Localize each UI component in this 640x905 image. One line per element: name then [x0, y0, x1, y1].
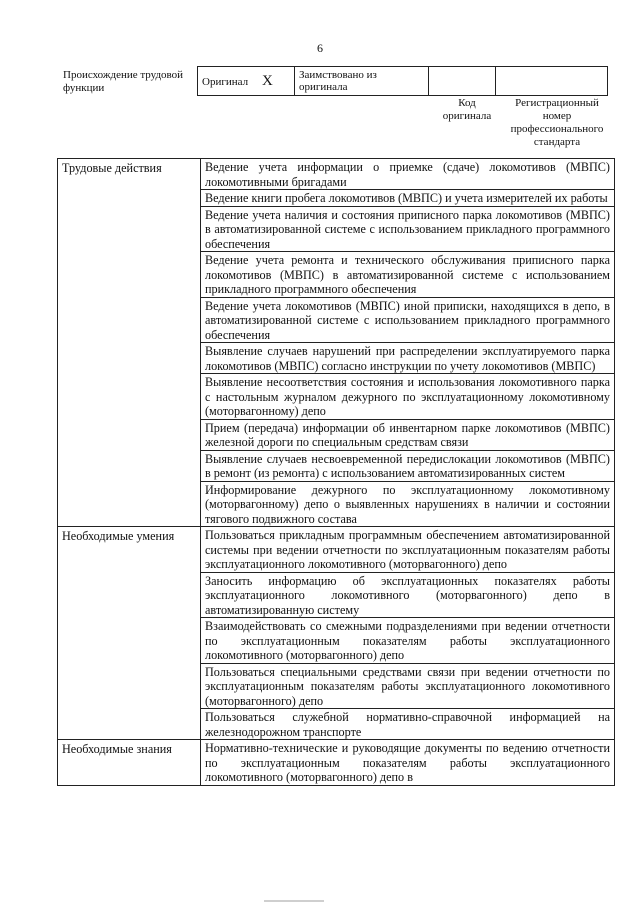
original-cell: [198, 67, 295, 96]
competency-table: [57, 158, 615, 786]
section-label-required-skills: [58, 527, 201, 740]
page-number: 6: [317, 41, 323, 55]
section-title: Необходимые умения: [62, 529, 175, 543]
labor-actions-item: Ведение учета наличия и состояния приписного парка локомотивов (МВПС) в автоматизированной системе с использованием прикладного программного обеспечения: [201, 206, 615, 252]
labor-actions-item: Прием (передача) информации об инвентарном парке локомотивов (МВПС) железной дороги по специальным средствам связи: [201, 419, 615, 450]
section-title: Трудовые действия: [62, 161, 162, 175]
original-mark: X: [262, 72, 273, 89]
table-row: [58, 527, 615, 573]
required-skills-item: Взаимодействовать со смежными подразделениями при ведении отчетности по эксплуатационным показателям работы эксплуатационного локомотивного (моторвагонного) депо: [201, 618, 615, 664]
section-label-required-knowledge: [58, 740, 201, 786]
code-caption: Код оригинала: [442, 97, 492, 122]
labor-actions-item: Ведение учета ремонта и технического обслуживания приписного парка локомотивов (МВПС) в автоматизированной системе с использованием прикладного программного обеспечения: [201, 252, 615, 298]
section-label-labor-actions: [58, 159, 201, 527]
section-title: Необходимые знания: [62, 742, 172, 756]
required-skills-item: Заносить информацию об эксплуатационных показателях работы эксплуатационного локомотивного (моторвагонного) депо в автоматизированную систему: [201, 572, 615, 618]
required-skills-item: Пользоваться прикладным программным обеспечением автоматизированной системы при ведении отчетности по эксплуатационным показателям работы эксплуатационного локомотивного (моторвагонного) депо: [201, 527, 615, 573]
labor-actions-item: Ведение учета информации о приемке (сдаче) локомотивов (МВПС) локомотивными бригадами: [201, 159, 615, 190]
origin-label: Происхождение трудовой функции: [63, 69, 184, 94]
labor-actions-item: Информирование дежурного по эксплуатационному локомотивному (моторвагонному) депо о выявленных нарушениях в наличии и состоянии тягового подвижного состава: [201, 481, 615, 527]
registration-number-cell: [496, 67, 608, 96]
required-knowledge-item: Нормативно-технические и руководящие документы по ведению отчетности по эксплуатационным показателям работы эксплуатационного локомотивного (моторвагонного) депо в: [201, 740, 615, 786]
original-label: Оригинал: [202, 75, 249, 88]
labor-actions-item: Ведение книги пробега локомотивов (МВПС) и учета измерителей их работы: [201, 190, 615, 207]
labor-actions-item: Выявление случаев нарушений при распределении эксплуатируемого парка локомотивов (МВПС) согласно инструкции по учету локомотивов (МВПС): [201, 343, 615, 374]
required-skills-item: Пользоваться специальными средствами связи при ведении отчетности по эксплуатационным показателям работы эксплуатационного локомотивного (моторвагонного) депо: [201, 663, 615, 709]
origin-table: [197, 66, 608, 96]
registration-number-caption: Регистрационный номер профессионального стандарта: [510, 97, 604, 148]
scan-artifact: [264, 900, 324, 902]
labor-actions-item: Выявление несоответствия состояния и использования локомотивного парка с настольным журналом дежурного по эксплуатационному локомотивному (моторвагонному) депо: [201, 374, 615, 420]
table-row: [58, 740, 615, 786]
required-skills-item: Пользоваться служебной нормативно-справочной информацией на железнодорожном транспорте: [201, 709, 615, 740]
labor-actions-item: Ведение учета локомотивов (МВПС) иной приписки, находящихся в депо, в автоматизированной системе с использованием прикладного программного обеспечения: [201, 297, 615, 343]
labor-actions-item: Выявление случаев несвоевременной передислокации локомотивов (МВПС) в ремонт (из ремонта) с использованием автоматизированных систем: [201, 450, 615, 481]
borrowed-cell: Заимствовано из оригинала: [295, 67, 429, 96]
table-row: [58, 159, 615, 190]
code-cell: [429, 67, 496, 96]
